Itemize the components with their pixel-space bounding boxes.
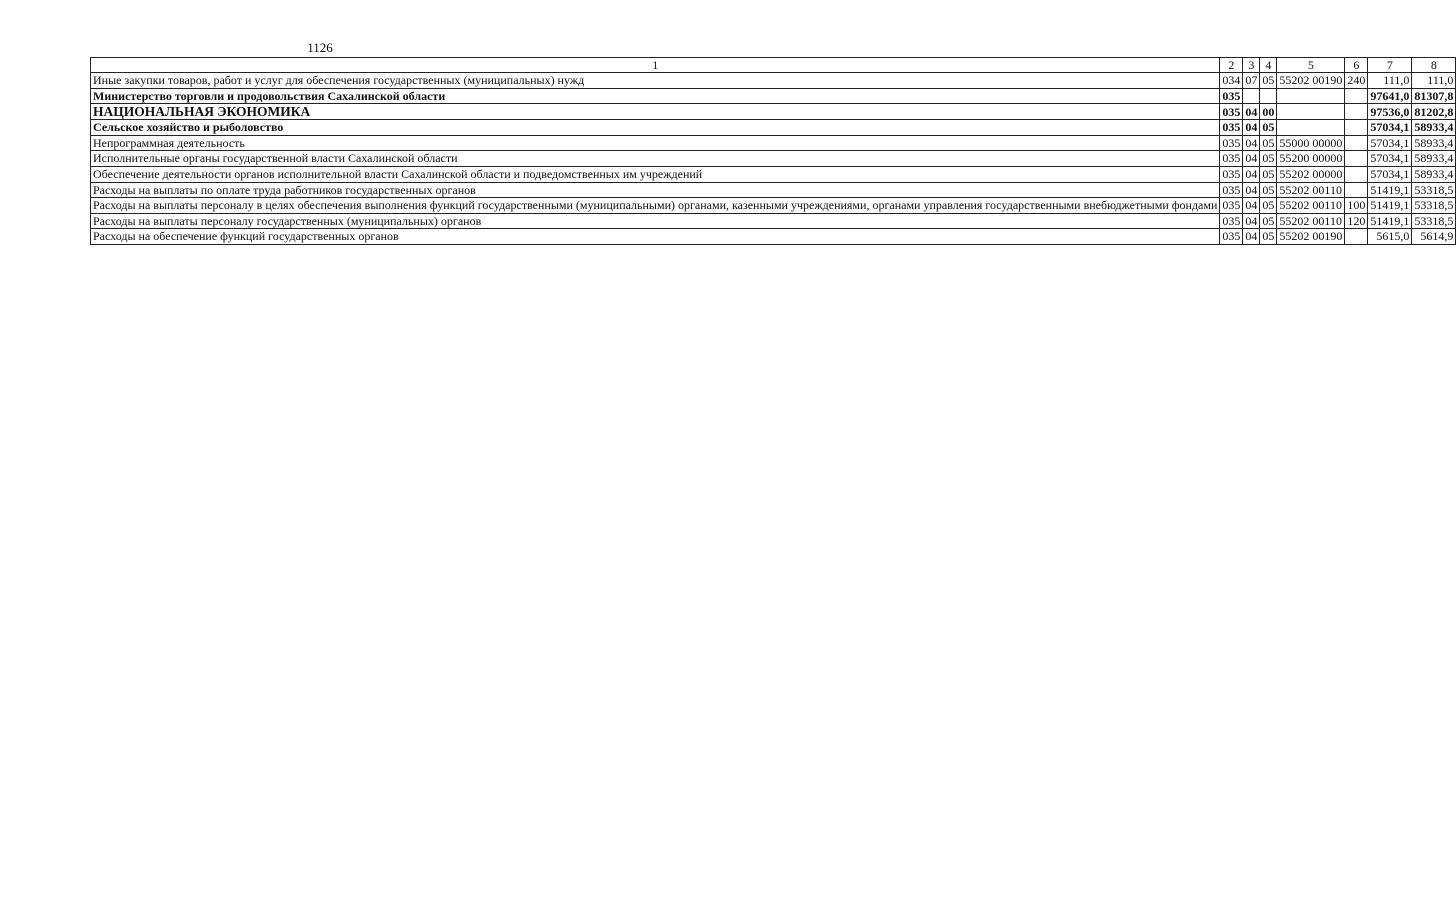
table-row (91, 229, 1456, 245)
expense-type-cell: 100 (1345, 198, 1368, 214)
amount-year1-cell: 97641,0 (1368, 88, 1412, 104)
ministry-code-cell: 035 (1220, 104, 1243, 120)
ministry-code-cell: 035 (1220, 198, 1243, 214)
target-article-cell: 55202 00110 (1277, 213, 1345, 229)
amount-year1-cell: 51419,1 (1368, 182, 1412, 198)
section-code-cell: 04 (1243, 166, 1260, 182)
column-header: 4 (1260, 58, 1277, 73)
section-code-cell: 04 (1243, 135, 1260, 151)
table-row (91, 182, 1456, 198)
amount-year2-cell: 81307,8 (1412, 88, 1456, 104)
target-article-cell (1277, 120, 1345, 136)
expense-type-cell (1345, 151, 1368, 167)
column-header: 1 (91, 58, 1220, 73)
section-code-cell (1243, 88, 1260, 104)
subsection-code-cell: 05 (1260, 198, 1277, 214)
row-name-cell: Расходы на выплаты по оплате труда работников государственных органов (91, 182, 1220, 198)
column-header: 6 (1345, 58, 1368, 73)
page-number: 1126 (307, 40, 333, 55)
target-article-cell (1277, 104, 1345, 120)
section-code-cell: 04 (1243, 182, 1260, 198)
amount-year2-cell: 5614,9 (1412, 229, 1456, 245)
header-row (91, 58, 1456, 73)
row-name-cell: Расходы на выплаты персоналу государственных (муниципальных) органов (91, 213, 1220, 229)
target-article-cell: 55202 00190 (1277, 73, 1345, 89)
subsection-code-cell: 05 (1260, 166, 1277, 182)
ministry-code-cell: 035 (1220, 120, 1243, 136)
row-name-cell: Расходы на выплаты персоналу в целях обеспечения выполнения функций государственными (муниципальными) органами, казенными учреждениями, органами управления государственными внебюджетными фондами (91, 198, 1220, 214)
amount-year2-cell: 58933,4 (1412, 120, 1456, 136)
table-row (91, 135, 1456, 151)
subsection-code-cell: 05 (1260, 182, 1277, 198)
row-name-cell: Иные закупки товаров, работ и услуг для обеспечения государственных (муниципальных) нужд (91, 73, 1220, 89)
amount-year2-cell: 53318,5 (1412, 182, 1456, 198)
row-name-cell: Исполнительные органы государственной власти Сахалинской области (91, 151, 1220, 167)
section-code-cell: 04 (1243, 213, 1260, 229)
row-name-cell: Министерство торговли и продовольствия Сахалинской области (91, 88, 1220, 104)
amount-year2-cell: 81202,8 (1412, 104, 1456, 120)
target-article-cell: 55202 00110 (1277, 198, 1345, 214)
column-header: 5 (1277, 58, 1345, 73)
expense-type-cell (1345, 182, 1368, 198)
section-code-cell: 07 (1243, 73, 1260, 89)
target-article-cell: 55202 00190 (1277, 229, 1345, 245)
column-header: 3 (1243, 58, 1260, 73)
column-header: 7 (1368, 58, 1412, 73)
ministry-code-cell: 035 (1220, 166, 1243, 182)
ministry-code-cell: 035 (1220, 135, 1243, 151)
subsection-code-cell: 00 (1260, 104, 1277, 120)
amount-year1-cell: 57034,1 (1368, 120, 1412, 136)
expense-type-cell (1345, 88, 1368, 104)
amount-year1-cell: 97536,0 (1368, 104, 1412, 120)
expense-type-cell (1345, 166, 1368, 182)
expense-type-cell (1345, 104, 1368, 120)
row-name-cell: Расходы на обеспечение функций государственных органов (91, 229, 1220, 245)
table-row (91, 88, 1456, 104)
subsection-code-cell: 05 (1260, 135, 1277, 151)
expense-type-cell: 240 (1345, 73, 1368, 89)
amount-year2-cell: 58933,4 (1412, 135, 1456, 151)
table-row (91, 213, 1456, 229)
table-row (91, 166, 1456, 182)
row-name-cell: Непрограммная деятельность (91, 135, 1220, 151)
subsection-code-cell: 05 (1260, 120, 1277, 136)
subsection-code-cell: 05 (1260, 229, 1277, 245)
ministry-code-cell: 035 (1220, 88, 1243, 104)
amount-year1-cell: 5615,0 (1368, 229, 1412, 245)
amount-year2-cell: 53318,5 (1412, 198, 1456, 214)
row-name-cell: НАЦИОНАЛЬНАЯ ЭКОНОМИКА (91, 104, 1220, 120)
table-row (91, 73, 1456, 89)
column-header: 2 (1220, 58, 1243, 73)
amount-year2-cell: 58933,4 (1412, 166, 1456, 182)
amount-year1-cell: 57034,1 (1368, 135, 1412, 151)
table-row (91, 104, 1456, 120)
amount-year1-cell: 51419,1 (1368, 213, 1412, 229)
subsection-code-cell: 05 (1260, 73, 1277, 89)
expense-type-cell (1345, 135, 1368, 151)
ministry-code-cell: 035 (1220, 229, 1243, 245)
target-article-cell: 55000 00000 (1277, 135, 1345, 151)
target-article-cell (1277, 88, 1345, 104)
target-article-cell: 55202 00000 (1277, 166, 1345, 182)
ministry-code-cell: 034 (1220, 73, 1243, 89)
ministry-code-cell: 035 (1220, 151, 1243, 167)
section-code-cell: 04 (1243, 104, 1260, 120)
amount-year2-cell: 111,0 (1412, 73, 1456, 89)
subsection-code-cell: 05 (1260, 213, 1277, 229)
section-code-cell: 04 (1243, 229, 1260, 245)
ministry-code-cell: 035 (1220, 213, 1243, 229)
section-code-cell: 04 (1243, 151, 1260, 167)
amount-year1-cell: 51419,1 (1368, 198, 1412, 214)
amount-year1-cell: 57034,1 (1368, 166, 1412, 182)
table-row (91, 198, 1456, 214)
amount-year2-cell: 58933,4 (1412, 151, 1456, 167)
section-code-cell: 04 (1243, 198, 1260, 214)
table-row (91, 120, 1456, 136)
target-article-cell: 55200 00000 (1277, 151, 1345, 167)
budget-table (90, 57, 1456, 245)
subsection-code-cell: 05 (1260, 151, 1277, 167)
column-header: 8 (1412, 58, 1456, 73)
table-body (91, 73, 1456, 245)
section-code-cell: 04 (1243, 120, 1260, 136)
subsection-code-cell (1260, 88, 1277, 104)
row-name-cell: Сельское хозяйство и рыболовство (91, 120, 1220, 136)
amount-year2-cell: 53318,5 (1412, 213, 1456, 229)
ministry-code-cell: 035 (1220, 182, 1243, 198)
amount-year1-cell: 111,0 (1368, 73, 1412, 89)
amount-year1-cell: 57034,1 (1368, 151, 1412, 167)
target-article-cell: 55202 00110 (1277, 182, 1345, 198)
expense-type-cell: 120 (1345, 213, 1368, 229)
table-row (91, 151, 1456, 167)
expense-type-cell (1345, 229, 1368, 245)
row-name-cell: Обеспечение деятельности органов исполнительной власти Сахалинской области и подведомственных им учреждений (91, 166, 1220, 182)
expense-type-cell (1345, 120, 1368, 136)
